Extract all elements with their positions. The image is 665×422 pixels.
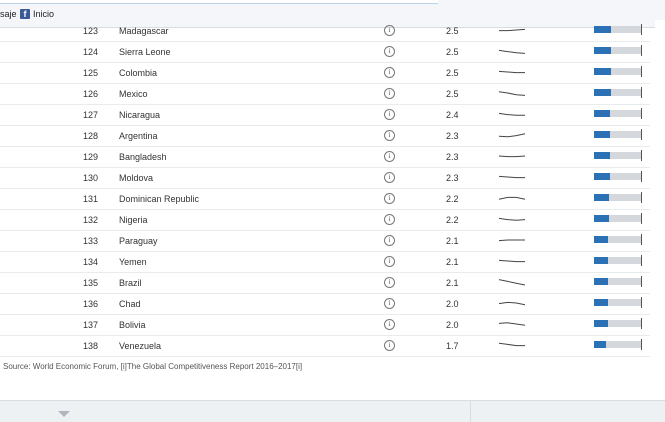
- trend-line: [499, 260, 525, 261]
- info-icon[interactable]: i: [384, 193, 395, 204]
- rank-cell: 138: [82, 341, 98, 351]
- table-row[interactable]: [0, 41, 650, 63]
- bookmark-saje[interactable]: [0, 9, 17, 19]
- score-bar-fill: [594, 173, 610, 180]
- trend-line: [499, 323, 525, 325]
- score-bar-fill: [594, 110, 610, 117]
- info-icon[interactable]: i: [384, 340, 395, 351]
- score-cell: 2.1: [446, 236, 459, 246]
- score-bar: [594, 215, 642, 222]
- score-cell: 2.0: [446, 299, 459, 309]
- country-cell: Sierra Leone: [119, 47, 171, 57]
- score-bar: [594, 299, 642, 306]
- score-bar: [594, 278, 642, 285]
- score-bar-fill: [594, 47, 611, 54]
- trend-line: [499, 113, 525, 115]
- score-cell: 2.4: [446, 110, 459, 120]
- footer-bar: [0, 400, 665, 422]
- trend-sparkline: [498, 106, 526, 122]
- score-bar: [594, 320, 642, 327]
- score-bar: [594, 110, 642, 117]
- score-cell: 2.5: [446, 47, 459, 57]
- table-row[interactable]: [0, 125, 650, 147]
- info-icon[interactable]: i: [384, 319, 395, 330]
- score-bar-end-marker: [641, 213, 642, 224]
- table-row[interactable]: [0, 314, 650, 336]
- score-cell: 2.5: [446, 68, 459, 78]
- score-bar-end-marker: [641, 87, 642, 98]
- rank-cell: 129: [82, 152, 98, 162]
- score-bar: [594, 194, 642, 201]
- rank-cell: 132: [82, 215, 98, 225]
- rank-cell: 131: [82, 194, 98, 204]
- score-bar: [594, 173, 642, 180]
- trend-sparkline: [498, 148, 526, 164]
- score-bar-fill: [594, 152, 610, 159]
- info-icon[interactable]: i: [384, 151, 395, 162]
- trend-sparkline: [498, 190, 526, 206]
- table-row[interactable]: [0, 167, 650, 189]
- trend-line: [499, 156, 525, 157]
- score-bar-fill: [594, 194, 609, 201]
- table-row[interactable]: [0, 335, 650, 357]
- trend-line: [499, 197, 525, 199]
- country-cell: Moldova: [119, 173, 154, 183]
- score-bar: [594, 68, 642, 75]
- score-cell: 2.5: [446, 89, 459, 99]
- trend-sparkline: [498, 211, 526, 227]
- country-cell: Nicaragua: [119, 110, 161, 120]
- score-bar-fill: [594, 299, 608, 306]
- info-icon[interactable]: i: [384, 172, 395, 183]
- rank-cell: 126: [82, 89, 98, 99]
- chevron-down-icon[interactable]: [58, 411, 70, 417]
- country-cell: Mexico: [119, 89, 148, 99]
- rank-cell: 127: [82, 110, 98, 120]
- address-bar-edge: [0, 0, 438, 4]
- country-cell: Venezuela: [119, 341, 162, 351]
- trend-line: [499, 343, 525, 345]
- bookmark-inicio[interactable]: [20, 9, 54, 19]
- info-icon[interactable]: i: [384, 214, 395, 225]
- trend-line: [499, 29, 525, 30]
- score-bar-fill: [594, 89, 611, 96]
- table-row[interactable]: [0, 146, 650, 168]
- score-bar-end-marker: [641, 234, 642, 245]
- trend-line: [499, 302, 525, 304]
- score-bar-end-marker: [641, 318, 642, 329]
- country-cell: Chad: [119, 299, 141, 309]
- table-row[interactable]: [0, 293, 650, 315]
- source-note: Source: World Economic Forum, [i]The Global Competitiveness Report 2016–2017[i]: [3, 362, 303, 371]
- rank-cell: 125: [82, 68, 98, 78]
- score-bar: [594, 257, 642, 264]
- table-row[interactable]: [0, 62, 650, 84]
- score-cell: 2.5: [446, 26, 459, 36]
- trend-sparkline: [498, 85, 526, 101]
- score-bar: [594, 152, 642, 159]
- info-icon[interactable]: i: [384, 277, 395, 288]
- score-bar-fill: [594, 131, 610, 138]
- trend-line: [499, 134, 525, 137]
- trend-line: [499, 218, 525, 220]
- trend-line: [499, 176, 525, 177]
- trend-sparkline: [498, 43, 526, 59]
- table-row[interactable]: [0, 272, 650, 294]
- score-cell: 2.1: [446, 257, 459, 267]
- rank-cell: 134: [82, 257, 98, 267]
- score-bar: [594, 341, 642, 348]
- rank-cell: 130: [82, 173, 98, 183]
- trend-sparkline: [498, 64, 526, 80]
- score-bar-fill: [594, 26, 611, 33]
- country-cell: Yemen: [119, 257, 147, 267]
- country-cell: Bolivia: [119, 320, 146, 330]
- table-row[interactable]: [0, 188, 650, 210]
- score-bar-end-marker: [641, 276, 642, 287]
- score-bar-end-marker: [641, 129, 642, 140]
- country-cell: Argentina: [119, 131, 158, 141]
- score-bar-end-marker: [641, 45, 642, 56]
- score-cell: 2.2: [446, 194, 459, 204]
- trend-sparkline: [498, 253, 526, 269]
- country-cell: Nigeria: [119, 215, 148, 225]
- score-cell: 1.7: [446, 341, 459, 351]
- rank-cell: 133: [82, 236, 98, 246]
- country-cell: Colombia: [119, 68, 158, 78]
- score-cell: 2.3: [446, 131, 459, 141]
- score-bar: [594, 89, 642, 96]
- rank-cell: 137: [82, 320, 98, 330]
- rank-cell: 135: [82, 278, 98, 288]
- rank-cell: 136: [82, 299, 98, 309]
- country-cell: Brazil: [119, 278, 142, 288]
- score-bar-end-marker: [641, 255, 642, 266]
- trend-sparkline: [498, 295, 526, 311]
- trend-sparkline: [498, 232, 526, 248]
- table-row[interactable]: [0, 20, 650, 42]
- score-bar-fill: [594, 320, 608, 327]
- trend-line: [499, 280, 525, 285]
- score-cell: 2.1: [446, 278, 459, 288]
- score-bar: [594, 26, 642, 33]
- rank-cell: 124: [82, 47, 98, 57]
- bookmark-label: saje: [0, 9, 17, 19]
- score-bar-end-marker: [641, 171, 642, 182]
- score-bar-fill: [594, 278, 608, 285]
- info-icon[interactable]: i: [384, 25, 395, 36]
- score-bar-end-marker: [641, 108, 642, 119]
- score-bar-end-marker: [641, 339, 642, 350]
- info-icon[interactable]: i: [384, 130, 395, 141]
- trend-line: [499, 92, 525, 96]
- score-cell: 2.0: [446, 320, 459, 330]
- trend-sparkline: [498, 274, 526, 290]
- score-bar-fill: [594, 215, 609, 222]
- score-cell: 2.3: [446, 173, 459, 183]
- country-cell: Dominican Republic: [119, 194, 200, 204]
- info-icon[interactable]: i: [384, 67, 395, 78]
- table-row[interactable]: [0, 209, 650, 231]
- trend-sparkline: [498, 169, 526, 185]
- score-bar: [594, 47, 642, 54]
- trend-sparkline: [498, 337, 526, 353]
- table-row[interactable]: [0, 251, 650, 273]
- bookmark-label: Inicio: [33, 9, 55, 19]
- score-bar-end-marker: [641, 297, 642, 308]
- info-icon[interactable]: i: [384, 88, 395, 99]
- info-icon[interactable]: i: [384, 109, 395, 120]
- footer-divider: [470, 401, 471, 422]
- page-edge: [655, 20, 665, 400]
- score-bar-end-marker: [641, 150, 642, 161]
- facebook-icon: f: [20, 9, 30, 19]
- info-icon[interactable]: i: [384, 46, 395, 57]
- score-bar-end-marker: [641, 66, 642, 77]
- rank-cell: 128: [82, 131, 98, 141]
- score-bar-fill: [594, 236, 608, 243]
- score-cell: 2.2: [446, 215, 459, 225]
- score-bar-end-marker: [641, 192, 642, 203]
- score-bar-fill: [594, 68, 611, 75]
- score-bar-fill: [594, 257, 608, 264]
- score-bar: [594, 131, 642, 138]
- info-icon[interactable]: i: [384, 298, 395, 309]
- country-cell: Bangladesh: [119, 152, 167, 162]
- score-cell: 2.3: [446, 152, 459, 162]
- trend-line: [499, 71, 525, 72]
- trend-line: [499, 50, 525, 53]
- score-bar: [594, 236, 642, 243]
- rank-cell: 123: [82, 26, 98, 36]
- trend-sparkline: [498, 22, 526, 38]
- trend-sparkline: [498, 127, 526, 143]
- score-bar-fill: [594, 341, 606, 348]
- score-bar-end-marker: [641, 24, 642, 35]
- country-cell: Madagascar: [119, 26, 169, 36]
- table-row[interactable]: [0, 83, 650, 105]
- info-icon[interactable]: i: [384, 235, 395, 246]
- table-row[interactable]: [0, 104, 650, 126]
- table-row[interactable]: [0, 230, 650, 252]
- trend-sparkline: [498, 316, 526, 332]
- country-cell: Paraguay: [119, 236, 158, 246]
- trend-line: [499, 240, 525, 241]
- info-icon[interactable]: i: [384, 256, 395, 267]
